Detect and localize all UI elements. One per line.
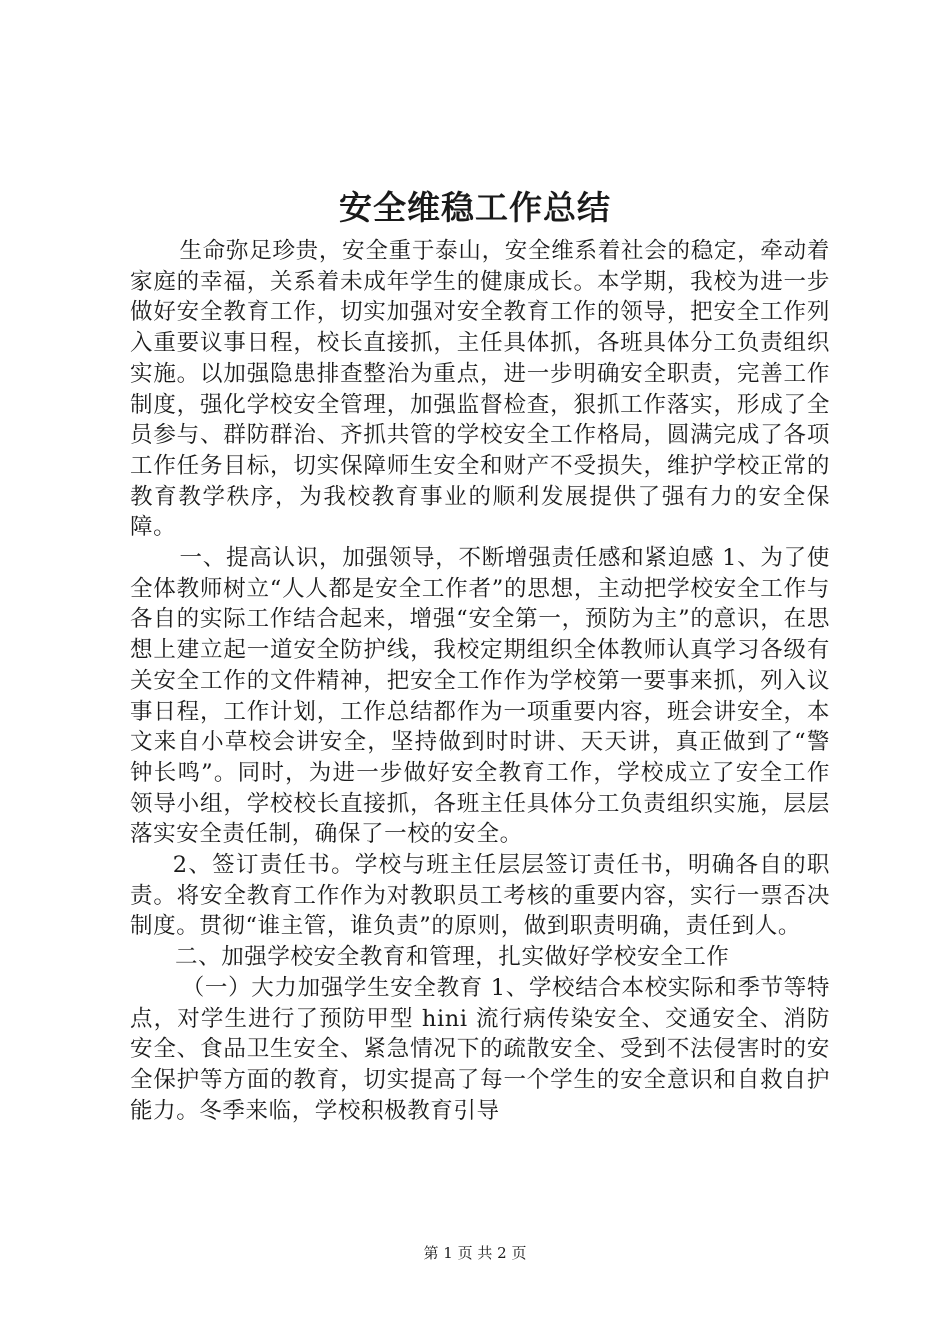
document-body	[130, 236, 830, 1126]
document-title: 安全维稳工作总结	[339, 188, 611, 227]
paragraph-item-2: 2、签订责任书。学校与班主任层层签订责任书，明确各自的职责。将安全教育工作作为对教职员工考核的重要内容，实行一票否决制度。贯彻“谁主管，谁负责”的原则，做到职责明确，责任到人。	[130, 852, 830, 940]
paragraph-section-1: 一、提高认识，加强领导，不断增强责任感和紧迫感 1、为了使全体教师树立“人人都是安全工作者”的思想，主动把学校安全工作与各自的实际工作结合起来，增强“安全第一，预防为主”的意识，在思想上建立起一道安全防护线，我校定期组织全体教师认真学习各级有关安全工作的文件精神，把安全工作作为学校第一要事来抓，列入议事日程，工作计划，工作总结都作为一项重要内容，班会讲安全，本文来自小草校会讲安全，坚持做到时时讲、天天讲，真正做到了“警钟长鸣”。同时，为进一步做好安全教育工作，学校成立了安全工作领导小组，学校校长直接抓，各班主任具体分工负责组织实施，层层落实安全责任制，确保了一校的安全。	[130, 545, 830, 848]
paragraph-intro: 生命弥足珍贵，安全重于泰山，安全维系着社会的稳定，牵动着家庭的幸福，关系着未成年学生的健康成长。本学期，我校为进一步做好安全教育工作，切实加强对安全教育工作的领导，把安全工作列入重要议事日程，校长直接抓，主任具体抓，各班具体分工负责组织实施。以加强隐患排查整治为重点，进一步明确安全职责，完善工作制度，强化学校安全管理，加强监督检查，狠抓工作落实，形成了全员参与、群防群治、齐抓共管的学校安全工作格局，圆满完成了各项工作任务目标，切实保障师生安全和财产不受损失，维护学校正常的教育教学秩序，为我校教育事业的顺利发展提供了强有力的安全保障。	[130, 238, 830, 541]
paragraph-subsection-1: （一）大力加强学生安全教育 1、学校结合本校实际和季节等特点，对学生进行了预防甲型 hini 流行病传染安全、交通安全、消防安全、食品卫生安全、紧急情况下的疏散安全、受到不法侵害时的安全保护等方面的教育，切实提高了每一个学生的安全意识和自救自护能力。冬季来临，学校积极教育引导	[130, 974, 830, 1124]
paragraph-section-2-heading: 二、加强学校安全教育和管理，扎实做好学校安全工作	[175, 944, 730, 971]
page-footer: 第 1 页 共 2 页	[423, 1244, 527, 1262]
